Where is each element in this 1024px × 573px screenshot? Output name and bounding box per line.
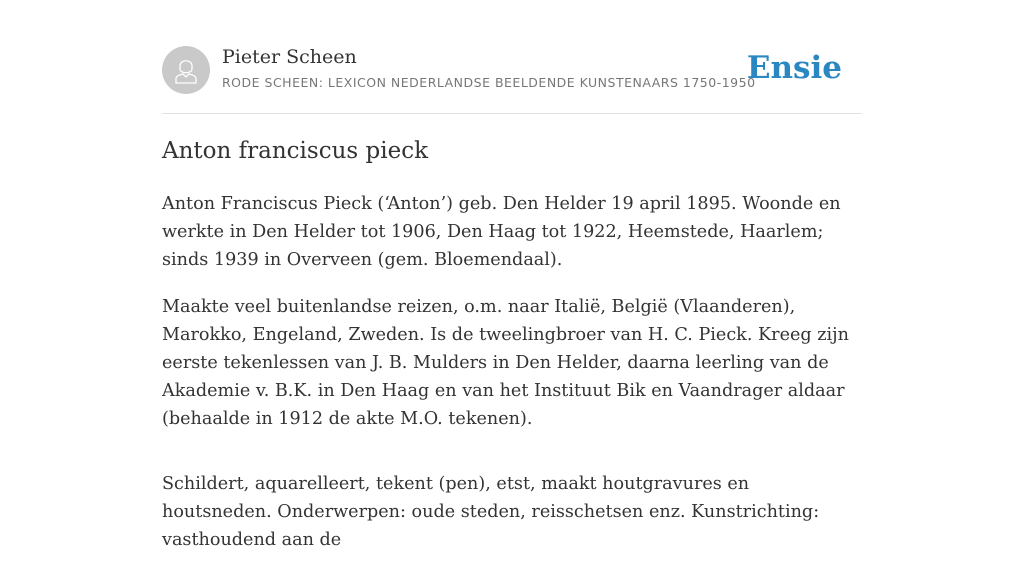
paragraph: Maakte veel buitenlandse reizen, o.m. naar Italië, België (Vlaanderen), Marokko, Engeland, Zweden. Is de tweelingbroer van H. C. Pieck. Kreeg zijn eerste tekenlessen van J. B. Mulders in Den Helder, daarna leerling van de Akademie v. B.K. in Den Haag en van het Instituut Bik en Vaandrager aldaar (behaalde in 1912 de akte M.O. tekenen). <box>162 297 849 429</box>
article-title: Anton franciscus pieck <box>162 138 429 164</box>
ensie-logo[interactable]: Ensie <box>746 50 842 86</box>
article-body <box>162 190 864 573</box>
source-title[interactable]: RODE SCHEEN: LEXICON NEDERLANDSE BEELDENDE KUNSTENAARS 1750-1950 <box>222 75 756 90</box>
paragraph: Anton Franciscus Pieck (‘Anton’) geb. Den Helder 19 april 1895. Woonde en werkte in Den Helder tot 1906, Den Haag tot 1922, Heemstede, Haarlem; sinds 1939 in Overveen (gem. Bloemendaal). <box>162 194 841 270</box>
paragraph: Schildert, aquarelleert, tekent (pen), etst, maakt houtgravures en houtsneden. Onderwerpen: oude steden, reisschetsen enz. Kunstrichting: vasthoudend aan de <box>162 474 820 550</box>
author-name[interactable]: Pieter Scheen <box>222 46 357 68</box>
avatar[interactable] <box>162 46 210 94</box>
article-header <box>162 46 862 114</box>
user-icon <box>174 56 198 84</box>
